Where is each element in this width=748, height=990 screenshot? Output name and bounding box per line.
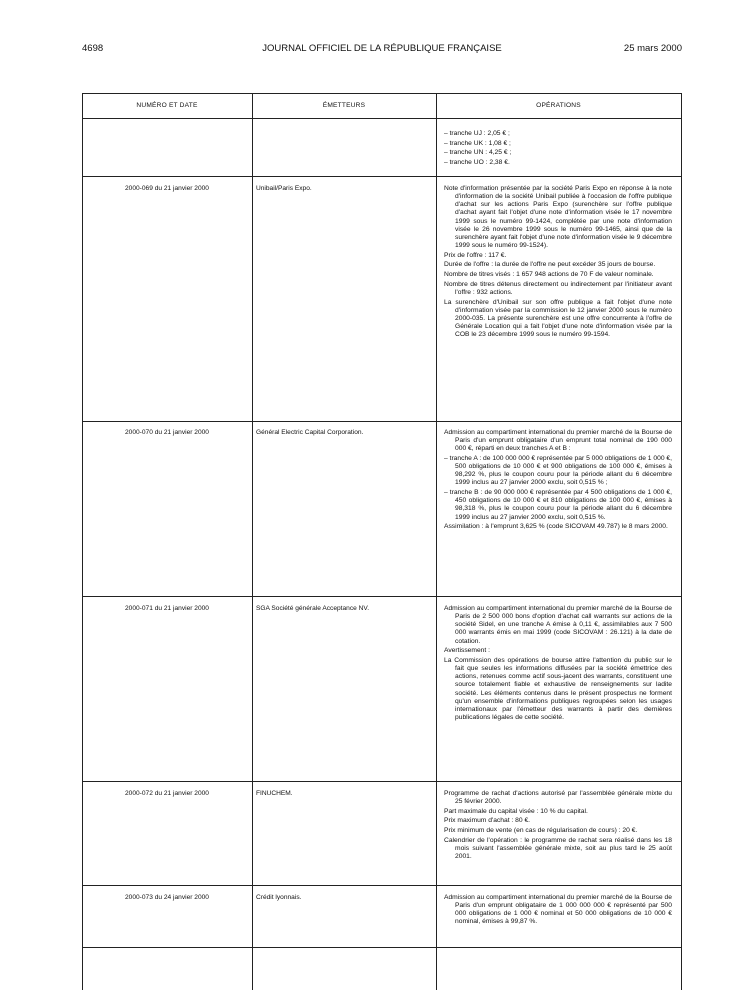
row-divider	[82, 885, 682, 886]
operations-table	[82, 93, 682, 990]
table-border-right	[681, 94, 682, 990]
operation-paragraph: Prix de l'offre : 117 €.	[444, 251, 507, 259]
operation-paragraph: Prix minimum de vente (en cas de régularisation de cours) : 20 €.	[444, 827, 638, 835]
row-divider	[82, 421, 682, 422]
issue-date: 25 mars 2000	[623, 43, 682, 54]
operation-paragraph: Durée de l'offre : la durée de l'offre ne peut excéder 35 jours de bourse.	[444, 261, 656, 269]
page-number: 4698	[82, 43, 104, 54]
column-header-number-date: NUMÉRO ET DATE	[136, 102, 198, 109]
operation-paragraph: Prix maximum d'achat : 80 €.	[444, 817, 531, 825]
row-number-date: 2000-073 du 24 janvier 2000	[125, 894, 209, 901]
operation-paragraph: Admission au compartiment international du premier marché de la Bourse de Paris d'un emprunt obligataire d'un emprunt total nominal de 190 000 000 €, réparti en deux tranches A et B :	[444, 429, 672, 453]
row-divider	[82, 947, 682, 948]
operation-paragraph: Programme de rachat d'actions autorisé par l'assemblée générale mixte du 25 février 2000.	[444, 790, 672, 806]
row-issuer: FINUCHEM.	[256, 790, 293, 797]
row-number-date: 2000-071 du 21 janvier 2000	[125, 605, 209, 612]
row-issuer: Unibail/Paris Expo.	[256, 185, 312, 192]
row-number-date: 2000-070 du 21 janvier 2000	[125, 429, 209, 436]
operation-paragraph: Nombre de titres détenus directement ou indirectement par l'initiateur avant l'offre : 932 actions.	[444, 280, 672, 296]
row-divider	[82, 176, 682, 177]
operations-cell	[444, 605, 672, 724]
operation-paragraph: Admission au compartiment international du premier marché de la Bourse de Paris d'un emprunt obligataire de 1 000 000 000 € représenté par 500 000 obligations de 1 000 € nominal et 50 000 obligations de 10 000 € nominal, émises à 99,87 %.	[444, 894, 672, 926]
operation-line: – tranche UO : 2,38 €.	[444, 158, 510, 166]
operation-paragraph: Calendrier de l'opération : le programme de rachat sera réalisé dans les 18 mois suivant l'assemblée générale mixte, soit au plus tard le 25 août 2001.	[444, 836, 672, 861]
row-issuer: SGA Société générale Acceptance NV.	[256, 605, 370, 612]
operations-cell	[444, 894, 672, 928]
operations-cell	[444, 429, 672, 533]
operation-paragraph: Admission au compartiment international du premier marché de la Bourse de Paris de 2 500 000 bons d'option d'achat call warrants sur actions de la société Sidel, en une tranche A émise à 0,11 €, assimilables aux 7 500 000 warrants émis en mai 1999 (code SICOVAM : 26.121) à la date de cotation.	[444, 605, 672, 645]
operation-line: – tranche UK : 1,08 € ;	[444, 139, 511, 147]
journal-title: JOURNAL OFFICIEL DE LA RÉPUBLIQUE FRANÇAISE	[262, 43, 502, 54]
column-header-operations: OPÉRATIONS	[536, 102, 581, 109]
operation-paragraph: – tranche B : de 90 000 000 € représentée par 4 500 obligations de 1 000 €, 450 obligations de 10 000 € et 810 obligations de 100 000 €, émises à 98,318 %, plus le coupon couru pour la période allant du 6 décembre 1999 inclus au 27 janvier 2000 exclu, soit 0,515 %.	[444, 489, 672, 521]
operations-cell	[444, 130, 672, 169]
row-issuer: Général Electric Capital Corporation.	[256, 429, 364, 436]
column-divider	[252, 94, 253, 990]
row-number-date: 2000-072 du 21 janvier 2000	[125, 790, 209, 797]
column-divider	[436, 94, 437, 990]
operation-paragraph: Assimilation : à l'emprunt 3,625 % (code SICOVAM 49.787) le 8 mars 2000.	[444, 523, 668, 531]
column-header-issuers: ÉMETTEURS	[322, 102, 366, 109]
header-divider	[82, 118, 682, 119]
operation-line: – tranche UN : 4,25 € ;	[444, 149, 512, 157]
page-header	[82, 42, 682, 56]
operation-paragraph: Avertissement :	[444, 647, 490, 655]
operations-cell	[444, 790, 672, 863]
row-divider	[82, 781, 682, 782]
row-issuer: Crédit lyonnais.	[256, 894, 302, 901]
operations-cell	[444, 185, 672, 341]
row-number-date: 2000-069 du 21 janvier 2000	[125, 185, 209, 192]
operation-paragraph: Note d'information présentée par la société Paris Expo en réponse à la note d'information de la société Unibail publiée à l'occasion de l'offre publique d'achat sur les actions Paris Expo (surenchère sur l'offre publique d'achat ayant fait l'objet d'une note d'information visée le 17 novembre 1999 sous le numéro 99-1424, complétée par une note d'information visée le 26 novembre 1999 sous le numéro 99-1465, ainsi que de la surenchère ayant fait l'objet d'une note d'information visée le 9 décembre 1999 sous le numéro 99-1524).	[444, 185, 672, 250]
operation-paragraph: – tranche A : de 100 000 000 € représentée par 5 000 obligations de 1 000 €, 500 obligations de 10 000 € et 900 obligations de 100 000 €, émises à 98,292 %, plus le coupon couru pour la période allant du 6 décembre 1999 inclus au 27 janvier 2000 exclu, soit 0,515 % ;	[444, 454, 672, 487]
operation-paragraph: Nombre de titres visés : 1 657 948 actions de 70 F de valeur nominale.	[444, 271, 654, 279]
operation-paragraph: Part maximale du capital visée : 10 % du capital.	[444, 807, 588, 815]
row-divider	[82, 596, 682, 597]
operation-paragraph: La Commission des opérations de bourse attire l'attention du public sur le fait que seules les informations diffusées par la société émettrice des actions, retenues comme actif sous-jacent des warrants, constituent une source totalement fiable et exhaustive de renseignements sur ladite société. Les éléments contenus dans le présent prospectus ne forment qu'un ensemble d'informations publiques regroupées selon les usages internationaux par l'émetteur des warrants à partir des dernières publications légales de cette société.	[444, 656, 672, 722]
table-border-left	[82, 94, 83, 990]
operation-line: – tranche UJ : 2,05 € ;	[444, 130, 510, 137]
operation-paragraph: La surenchère d'Unibail sur son offre publique a fait l'objet d'une note d'information visée par la commission le 12 janvier 2000 sous le numéro 2000-035. La présente surenchère est une offre concurrente à l'offre de Générale Location qui a fait l'objet d'une note d'information visée par la COB le 23 décembre 1999 sous le numéro 99-1594.	[444, 298, 672, 339]
